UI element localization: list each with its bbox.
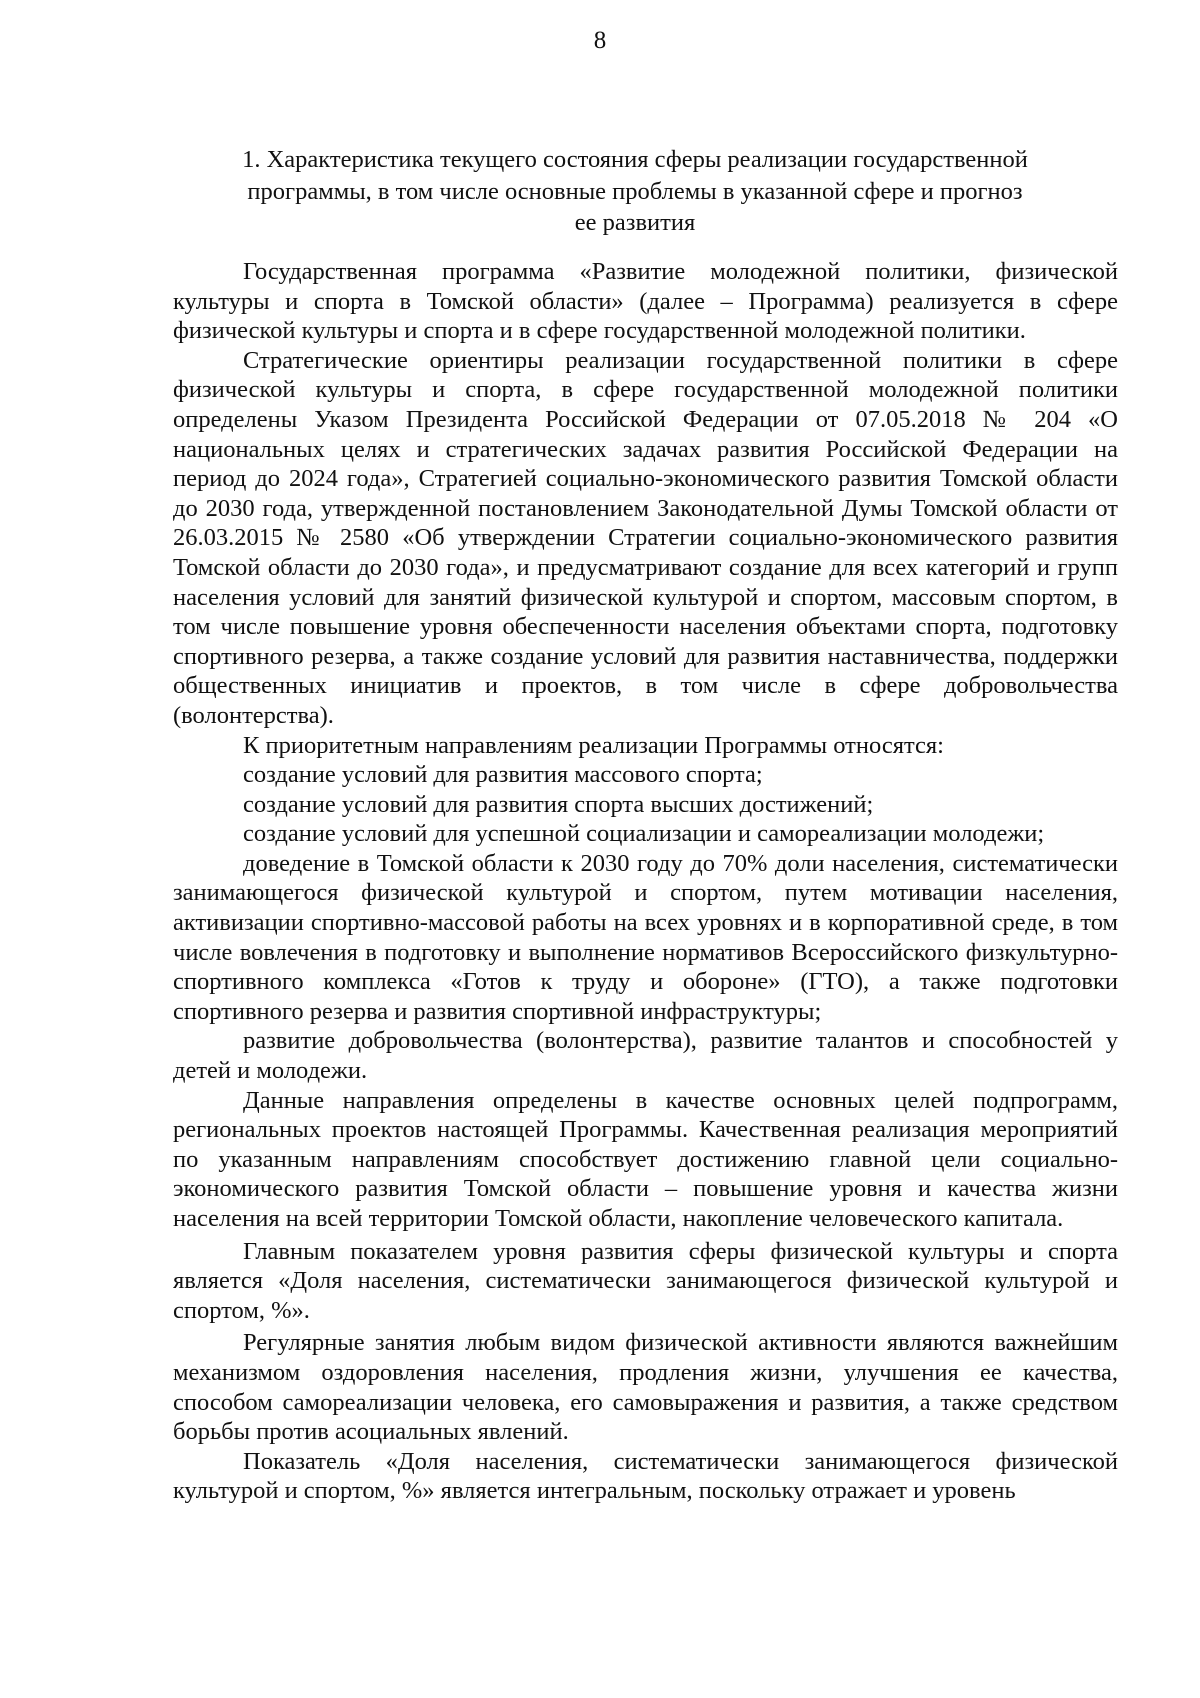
- paragraph-strategic-guidelines: Стратегические ориентиры реализации государственной политики в сфере физической культуры и спорта, в сфере государственной молодежной политики определены Указом Президента Российской Федерации от 07.05.2018 № 204 «О национальных целях и стратегических задачах развития Российской Федерации на период до 2024 года», Стратегией социально-экономического развития Томской области до 2030 года, утвержденной постановлением Законодательной Думы Томской области от 26.03.2015 № 2580 «Об утверждении Стратегии социально-экономического развития Томской области до 2030 года», и предусматривают создание для всех категорий и групп населения условий для занятий физической культурой и спортом, массовым спортом, в том числе повышение уровня обеспеченности населения объектами спорта, подготовку спортивного резерва, а также создание условий для развития наставничества, поддержки общественных инициатив и проектов, в том числе в сфере добровольчества (волонтерства).: [173, 346, 1118, 729]
- paragraph-priority-mass-sport: создание условий для развития массового спорта;: [243, 761, 763, 789]
- paragraph-priority-high-achievement: создание условий для развития спорта высших достижений;: [243, 790, 874, 818]
- body-text: [173, 257, 1118, 1506]
- section-heading: [205, 144, 1065, 239]
- page-number: 8: [593, 27, 607, 54]
- paragraph-regular-activity: Регулярные занятия любым видом физической активности являются важнейшим механизмом оздоровления населения, продления жизни, улучшения ее качества, способом самореализации человека, его самовыражения и развития, а также средством борьбы против асоциальных явлений.: [173, 1329, 1118, 1446]
- paragraph-directions-goals: Данные направления определены в качестве основных целей подпрограмм, региональных проектов настоящей Программы. Качественная реализация мероприятий по указанным направлениям способствует достижению главной цели социально-экономического развития Томской области – повышение уровня и качества жизни населения на всей территории Томской области, накопление человеческого капитала.: [173, 1086, 1118, 1232]
- paragraph-priorities-intro: К приоритетным направлениям реализации Программы относятся:: [243, 731, 944, 759]
- paragraph-main-indicator: Главным показателем уровня развития сферы физической культуры и спорта является «Доля населения, систематически занимающегося физической культурой и спортом, %».: [173, 1237, 1118, 1324]
- heading-line: ее развития: [574, 209, 696, 236]
- paragraph-indicator-integral: Показатель «Доля населения, систематически занимающегося физической культурой и спортом, %» является интегральным, поскольку отражает и уровень: [173, 1447, 1118, 1505]
- heading-line: программы, в том числе основные проблемы в указанной сфере и прогноз: [247, 177, 1023, 205]
- paragraph-program-intro: Государственная программа «Развитие молодежной политики, физической культуры и спорта в Томской области» (далее – Программа) реализуется в сфере физической культуры и спорта и в сфере государственной молодежной политики.: [173, 258, 1118, 345]
- paragraph-priority-70-percent: доведение в Томской области к 2030 году до 70% доли населения, систематически занимающегося физической культурой и спортом, путем мотивации населения, активизации спортивно-массовой работы на всех уровнях и в корпоративной среде, в том числе вовлечения в подготовку и выполнение нормативов Всероссийского физкультурно-спортивного комплекса «Готов к труду и обороне» (ГТО), а также подготовки спортивного резерва и развития спортивной инфраструктуры;: [173, 849, 1118, 1025]
- paragraph-priority-volunteering: развитие добровольчества (волонтерства), развитие талантов и способностей у детей и молодежи.: [173, 1027, 1118, 1085]
- heading-line: 1. Характеристика текущего состояния сферы реализации государственной: [242, 146, 1028, 173]
- paragraph-priority-youth: создание условий для успешной социализации и самореализации молодежи;: [243, 820, 1045, 848]
